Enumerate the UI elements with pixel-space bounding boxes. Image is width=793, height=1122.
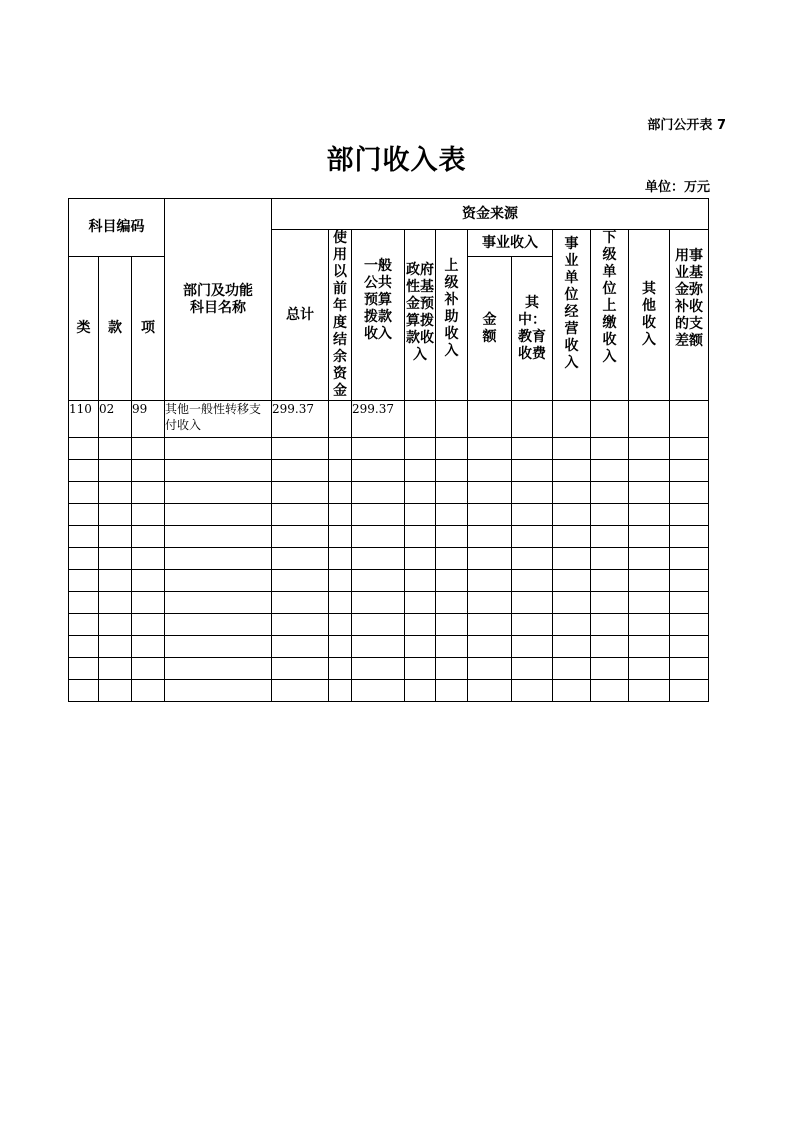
- header-lei: 类: [69, 257, 99, 401]
- table-cell: [468, 570, 512, 592]
- table-row: [69, 658, 709, 680]
- table-cell: [272, 636, 329, 658]
- table-cell: [629, 526, 670, 548]
- table-cell: [329, 680, 352, 702]
- table-cell: [165, 658, 272, 680]
- table-cell: [629, 570, 670, 592]
- table-row: [69, 592, 709, 614]
- table-cell: [670, 460, 709, 482]
- header-line: 级: [602, 247, 617, 263]
- table-cell: [468, 658, 512, 680]
- header-line: 级: [444, 275, 459, 291]
- table-cell: [99, 460, 132, 482]
- table-cell: [272, 504, 329, 526]
- table-cell: [352, 592, 405, 614]
- header-line: 业: [564, 253, 579, 269]
- table-cell: [436, 658, 468, 680]
- header-line: 性基: [406, 279, 434, 295]
- header-line: 上: [602, 298, 617, 314]
- table-cell: [436, 614, 468, 636]
- header-line: 的支: [675, 316, 704, 332]
- table-cell: [352, 614, 405, 636]
- table-cell: [352, 438, 405, 460]
- table-cell: [132, 658, 165, 680]
- header-line: 拨款: [364, 309, 392, 325]
- header-line: 营: [564, 321, 579, 337]
- header-line: 用事: [675, 248, 704, 264]
- table-cell: [132, 548, 165, 570]
- table-cell: [405, 680, 436, 702]
- table-cell: [670, 526, 709, 548]
- table-row: [69, 460, 709, 482]
- table-cell: [405, 526, 436, 548]
- table-cell: [629, 482, 670, 504]
- header-subject-code: 科目编码: [69, 199, 165, 257]
- row-1-name: 其他一般性转移支付收入: [165, 401, 272, 438]
- income-table: [68, 198, 709, 702]
- table-row: [69, 482, 709, 504]
- row-1-amount: [468, 401, 512, 438]
- header-line: 余: [333, 349, 347, 365]
- table-cell: [405, 592, 436, 614]
- table-cell: [553, 570, 591, 592]
- header-kuan: 款: [99, 257, 132, 401]
- table-cell: [591, 460, 629, 482]
- table-cell: [591, 482, 629, 504]
- table-cell: [553, 526, 591, 548]
- table-cell: [591, 438, 629, 460]
- header-line: 收: [444, 326, 459, 342]
- table-cell: [468, 504, 512, 526]
- table-cell: [69, 504, 99, 526]
- table-cell: [436, 526, 468, 548]
- header-subordinate-payment: [591, 230, 629, 401]
- row-1-fund-balance: [670, 401, 709, 438]
- table-cell: [512, 438, 553, 460]
- table-cell: [405, 460, 436, 482]
- table-cell: [629, 548, 670, 570]
- table-cell: [405, 504, 436, 526]
- header-line: 收: [602, 332, 617, 348]
- header-line: 度: [333, 315, 347, 331]
- document-number: 部门公开表 7: [647, 118, 726, 133]
- row-1-gov-fund: [405, 401, 436, 438]
- table-cell: [329, 592, 352, 614]
- table-cell: [436, 482, 468, 504]
- table-cell: [165, 504, 272, 526]
- table-cell: [352, 680, 405, 702]
- table-row: [69, 526, 709, 548]
- header-name-line1: 部门及功能: [183, 282, 253, 299]
- header-career-income: 事业收入: [468, 230, 553, 257]
- table-cell: [670, 482, 709, 504]
- header-prior-surplus: [329, 230, 352, 401]
- empty-rows: [69, 438, 709, 702]
- table-cell: [553, 592, 591, 614]
- table-cell: [512, 636, 553, 658]
- table-cell: [99, 504, 132, 526]
- header-superior-subsidy: [436, 230, 468, 401]
- table-cell: [69, 658, 99, 680]
- table-cell: [272, 614, 329, 636]
- table-cell: [99, 614, 132, 636]
- table-cell: [99, 438, 132, 460]
- table-cell: [352, 460, 405, 482]
- header-name: [165, 199, 272, 401]
- table-cell: [272, 438, 329, 460]
- header-line: 业基: [675, 265, 704, 281]
- table-cell: [69, 680, 99, 702]
- table-cell: [629, 680, 670, 702]
- table-cell: [512, 482, 553, 504]
- header-line: 金弥: [675, 282, 704, 298]
- table-cell: [329, 636, 352, 658]
- table-cell: [405, 570, 436, 592]
- table-cell: [670, 680, 709, 702]
- table-cell: [329, 482, 352, 504]
- table-row: [69, 614, 709, 636]
- table-cell: [468, 548, 512, 570]
- table-row: [69, 570, 709, 592]
- table-cell: [670, 592, 709, 614]
- table-cell: [436, 438, 468, 460]
- table-row: [69, 636, 709, 658]
- header-line: 金: [333, 383, 347, 399]
- table-cell: [629, 614, 670, 636]
- table-cell: [553, 636, 591, 658]
- header-line: 他: [642, 298, 656, 314]
- table-cell: [69, 438, 99, 460]
- table-cell: [512, 526, 553, 548]
- table-cell: [591, 636, 629, 658]
- table-cell: [272, 658, 329, 680]
- header-line: 年: [333, 298, 347, 314]
- table-cell: [512, 570, 553, 592]
- table-cell: [629, 636, 670, 658]
- header-line: 公共: [364, 275, 392, 291]
- table-cell: [591, 614, 629, 636]
- table-cell: [165, 570, 272, 592]
- header-line: 预算: [364, 292, 392, 308]
- table-cell: [99, 658, 132, 680]
- table-cell: [553, 504, 591, 526]
- header-line: 款收: [406, 330, 434, 346]
- table-cell: [512, 680, 553, 702]
- row-1-lei: 110: [69, 401, 99, 438]
- table-cell: [553, 482, 591, 504]
- header-line: 入: [602, 349, 617, 365]
- table-cell: [629, 658, 670, 680]
- header-total: 总计: [272, 230, 329, 401]
- table-cell: [329, 438, 352, 460]
- table-cell: [670, 636, 709, 658]
- table-cell: [670, 570, 709, 592]
- table-cell: [132, 460, 165, 482]
- header-line: 入: [444, 343, 459, 359]
- table-cell: [512, 658, 553, 680]
- header-line: 差额: [675, 333, 704, 349]
- header-line: 收: [564, 338, 579, 354]
- table-cell: [405, 658, 436, 680]
- header-line: 单: [602, 264, 617, 280]
- table-cell: [468, 526, 512, 548]
- header-line: 使: [333, 230, 347, 246]
- table-cell: [436, 570, 468, 592]
- table-cell: [99, 570, 132, 592]
- header-line: 下: [602, 230, 617, 246]
- table-cell: [591, 570, 629, 592]
- row-1-other: [629, 401, 670, 438]
- table-cell: [591, 658, 629, 680]
- row-1-of-which: [512, 401, 553, 438]
- table-cell: [512, 504, 553, 526]
- header-fund-balance: [670, 230, 709, 401]
- table-cell: [99, 482, 132, 504]
- header-line: 入: [642, 332, 656, 348]
- table-cell: [512, 614, 553, 636]
- table-cell: [436, 504, 468, 526]
- table-cell: [272, 548, 329, 570]
- table-cell: [165, 548, 272, 570]
- table-cell: [591, 592, 629, 614]
- table-cell: [132, 680, 165, 702]
- table-cell: [352, 504, 405, 526]
- table-cell: [468, 680, 512, 702]
- table-cell: [69, 548, 99, 570]
- header-line: 金: [482, 311, 497, 328]
- table-cell: [352, 636, 405, 658]
- table-cell: [165, 482, 272, 504]
- table-cell: [629, 460, 670, 482]
- header-line: 上: [444, 258, 459, 274]
- header-line: 资: [333, 366, 347, 382]
- header-line: 位: [602, 281, 617, 297]
- table-cell: [670, 438, 709, 460]
- header-line: 以: [333, 264, 347, 280]
- table-row: [69, 504, 709, 526]
- table-cell: [629, 504, 670, 526]
- header-line: 入: [413, 347, 427, 363]
- table-cell: [272, 482, 329, 504]
- table-cell: [69, 482, 99, 504]
- header-line: 前: [333, 281, 347, 297]
- row-1-operating: [553, 401, 591, 438]
- table-cell: [165, 680, 272, 702]
- table-cell: [405, 614, 436, 636]
- header-name-line2: 科目名称: [190, 299, 246, 316]
- table-cell: [436, 636, 468, 658]
- table-cell: [670, 548, 709, 570]
- header-other-income: [629, 230, 670, 401]
- table-cell: [553, 548, 591, 570]
- header-gov-fund: [405, 230, 436, 401]
- table-cell: [436, 460, 468, 482]
- table-cell: [69, 526, 99, 548]
- table-cell: [329, 548, 352, 570]
- table-cell: [352, 482, 405, 504]
- table-cell: [272, 680, 329, 702]
- table-cell: [553, 460, 591, 482]
- table-cell: [405, 636, 436, 658]
- table-cell: [132, 636, 165, 658]
- table-cell: [591, 548, 629, 570]
- table-cell: [329, 504, 352, 526]
- header-line: 补收: [675, 299, 704, 315]
- table-cell: [405, 438, 436, 460]
- header-line: 算拨: [406, 313, 434, 329]
- unit-label: 单位：万元: [644, 180, 710, 195]
- row-1-total: 299.37: [272, 401, 329, 438]
- table-cell: [629, 438, 670, 460]
- header-line: 入: [564, 355, 579, 371]
- table-cell: [69, 636, 99, 658]
- table-cell: [468, 438, 512, 460]
- table-cell: [272, 526, 329, 548]
- header-line: 缴: [602, 315, 617, 331]
- table-cell: [69, 570, 99, 592]
- header-fund-source: 资金来源: [272, 199, 709, 230]
- header-line: 助: [444, 309, 459, 325]
- row-1-subordinate: [591, 401, 629, 438]
- table-cell: [132, 614, 165, 636]
- header-line: 收: [642, 315, 656, 331]
- table-cell: [99, 680, 132, 702]
- table-cell: [670, 658, 709, 680]
- header-line: 经: [564, 304, 579, 320]
- row-1-general-budget: 299.37: [352, 401, 405, 438]
- table-cell: [132, 438, 165, 460]
- table-cell: [329, 526, 352, 548]
- row-1-prior-surplus: [329, 401, 352, 438]
- header-line: 教育: [518, 328, 546, 345]
- header-line: 结: [333, 332, 347, 348]
- header-line: 用: [333, 247, 347, 263]
- table-cell: [132, 504, 165, 526]
- header-line: 中：: [518, 311, 546, 328]
- table-cell: [468, 482, 512, 504]
- page-title: 部门收入表: [326, 145, 467, 176]
- table-row: [69, 680, 709, 702]
- table-cell: [165, 592, 272, 614]
- table-cell: [272, 570, 329, 592]
- table-cell: [329, 570, 352, 592]
- table-cell: [165, 636, 272, 658]
- header-line: 金预: [406, 296, 434, 312]
- table-cell: [132, 482, 165, 504]
- table-cell: [272, 592, 329, 614]
- row-1-kuan: 02: [99, 401, 132, 438]
- table-cell: [352, 658, 405, 680]
- table-cell: [329, 460, 352, 482]
- table-cell: [99, 636, 132, 658]
- header-line: 一般: [364, 258, 392, 274]
- table-cell: [436, 680, 468, 702]
- table-cell: [670, 614, 709, 636]
- header-xiang: 项: [132, 257, 165, 401]
- table-cell: [352, 570, 405, 592]
- table-cell: [553, 614, 591, 636]
- header-general-budget: [352, 230, 405, 401]
- header-line: 事: [564, 236, 579, 252]
- table-row: [69, 438, 709, 460]
- table-cell: [591, 526, 629, 548]
- table-row: [69, 548, 709, 570]
- table-cell: [512, 592, 553, 614]
- table-cell: [132, 570, 165, 592]
- header-operating-income: [553, 230, 591, 401]
- header-amount: [468, 257, 512, 401]
- table-cell: [69, 460, 99, 482]
- table-cell: [272, 460, 329, 482]
- table-cell: [69, 614, 99, 636]
- header-line: 额: [482, 328, 497, 345]
- table-cell: [436, 548, 468, 570]
- table-cell: [132, 592, 165, 614]
- table-cell: [352, 548, 405, 570]
- table-cell: [99, 548, 132, 570]
- table-cell: [591, 680, 629, 702]
- table-cell: [468, 636, 512, 658]
- table-cell: [468, 614, 512, 636]
- table-cell: [468, 460, 512, 482]
- header-line: 单: [564, 270, 579, 286]
- header-line: 收费: [518, 345, 546, 362]
- table-cell: [405, 482, 436, 504]
- table-cell: [99, 592, 132, 614]
- table-cell: [512, 460, 553, 482]
- table-cell: [436, 592, 468, 614]
- table-cell: [629, 592, 670, 614]
- table-cell: [165, 460, 272, 482]
- row-1-superior-subsidy: [436, 401, 468, 438]
- table-cell: [670, 504, 709, 526]
- table-cell: [553, 658, 591, 680]
- table-cell: [165, 438, 272, 460]
- table-cell: [99, 526, 132, 548]
- table-cell: [405, 548, 436, 570]
- table-cell: [329, 614, 352, 636]
- header-line: 政府: [406, 262, 434, 278]
- table-cell: [165, 526, 272, 548]
- header-line: 补: [444, 292, 459, 308]
- table-cell: [553, 680, 591, 702]
- header-of-which: [512, 257, 553, 401]
- table-cell: [352, 526, 405, 548]
- table-cell: [165, 614, 272, 636]
- table-cell: [132, 526, 165, 548]
- table-cell: [591, 504, 629, 526]
- table-cell: [69, 592, 99, 614]
- header-line: 位: [564, 287, 579, 303]
- row-1-xiang: 99: [132, 401, 165, 438]
- header-line: 其: [642, 281, 656, 297]
- header-line: 收入: [364, 326, 392, 342]
- table-cell: [329, 658, 352, 680]
- table-cell: [468, 592, 512, 614]
- table-cell: [512, 548, 553, 570]
- table-cell: [553, 438, 591, 460]
- header-line: 其: [525, 294, 539, 311]
